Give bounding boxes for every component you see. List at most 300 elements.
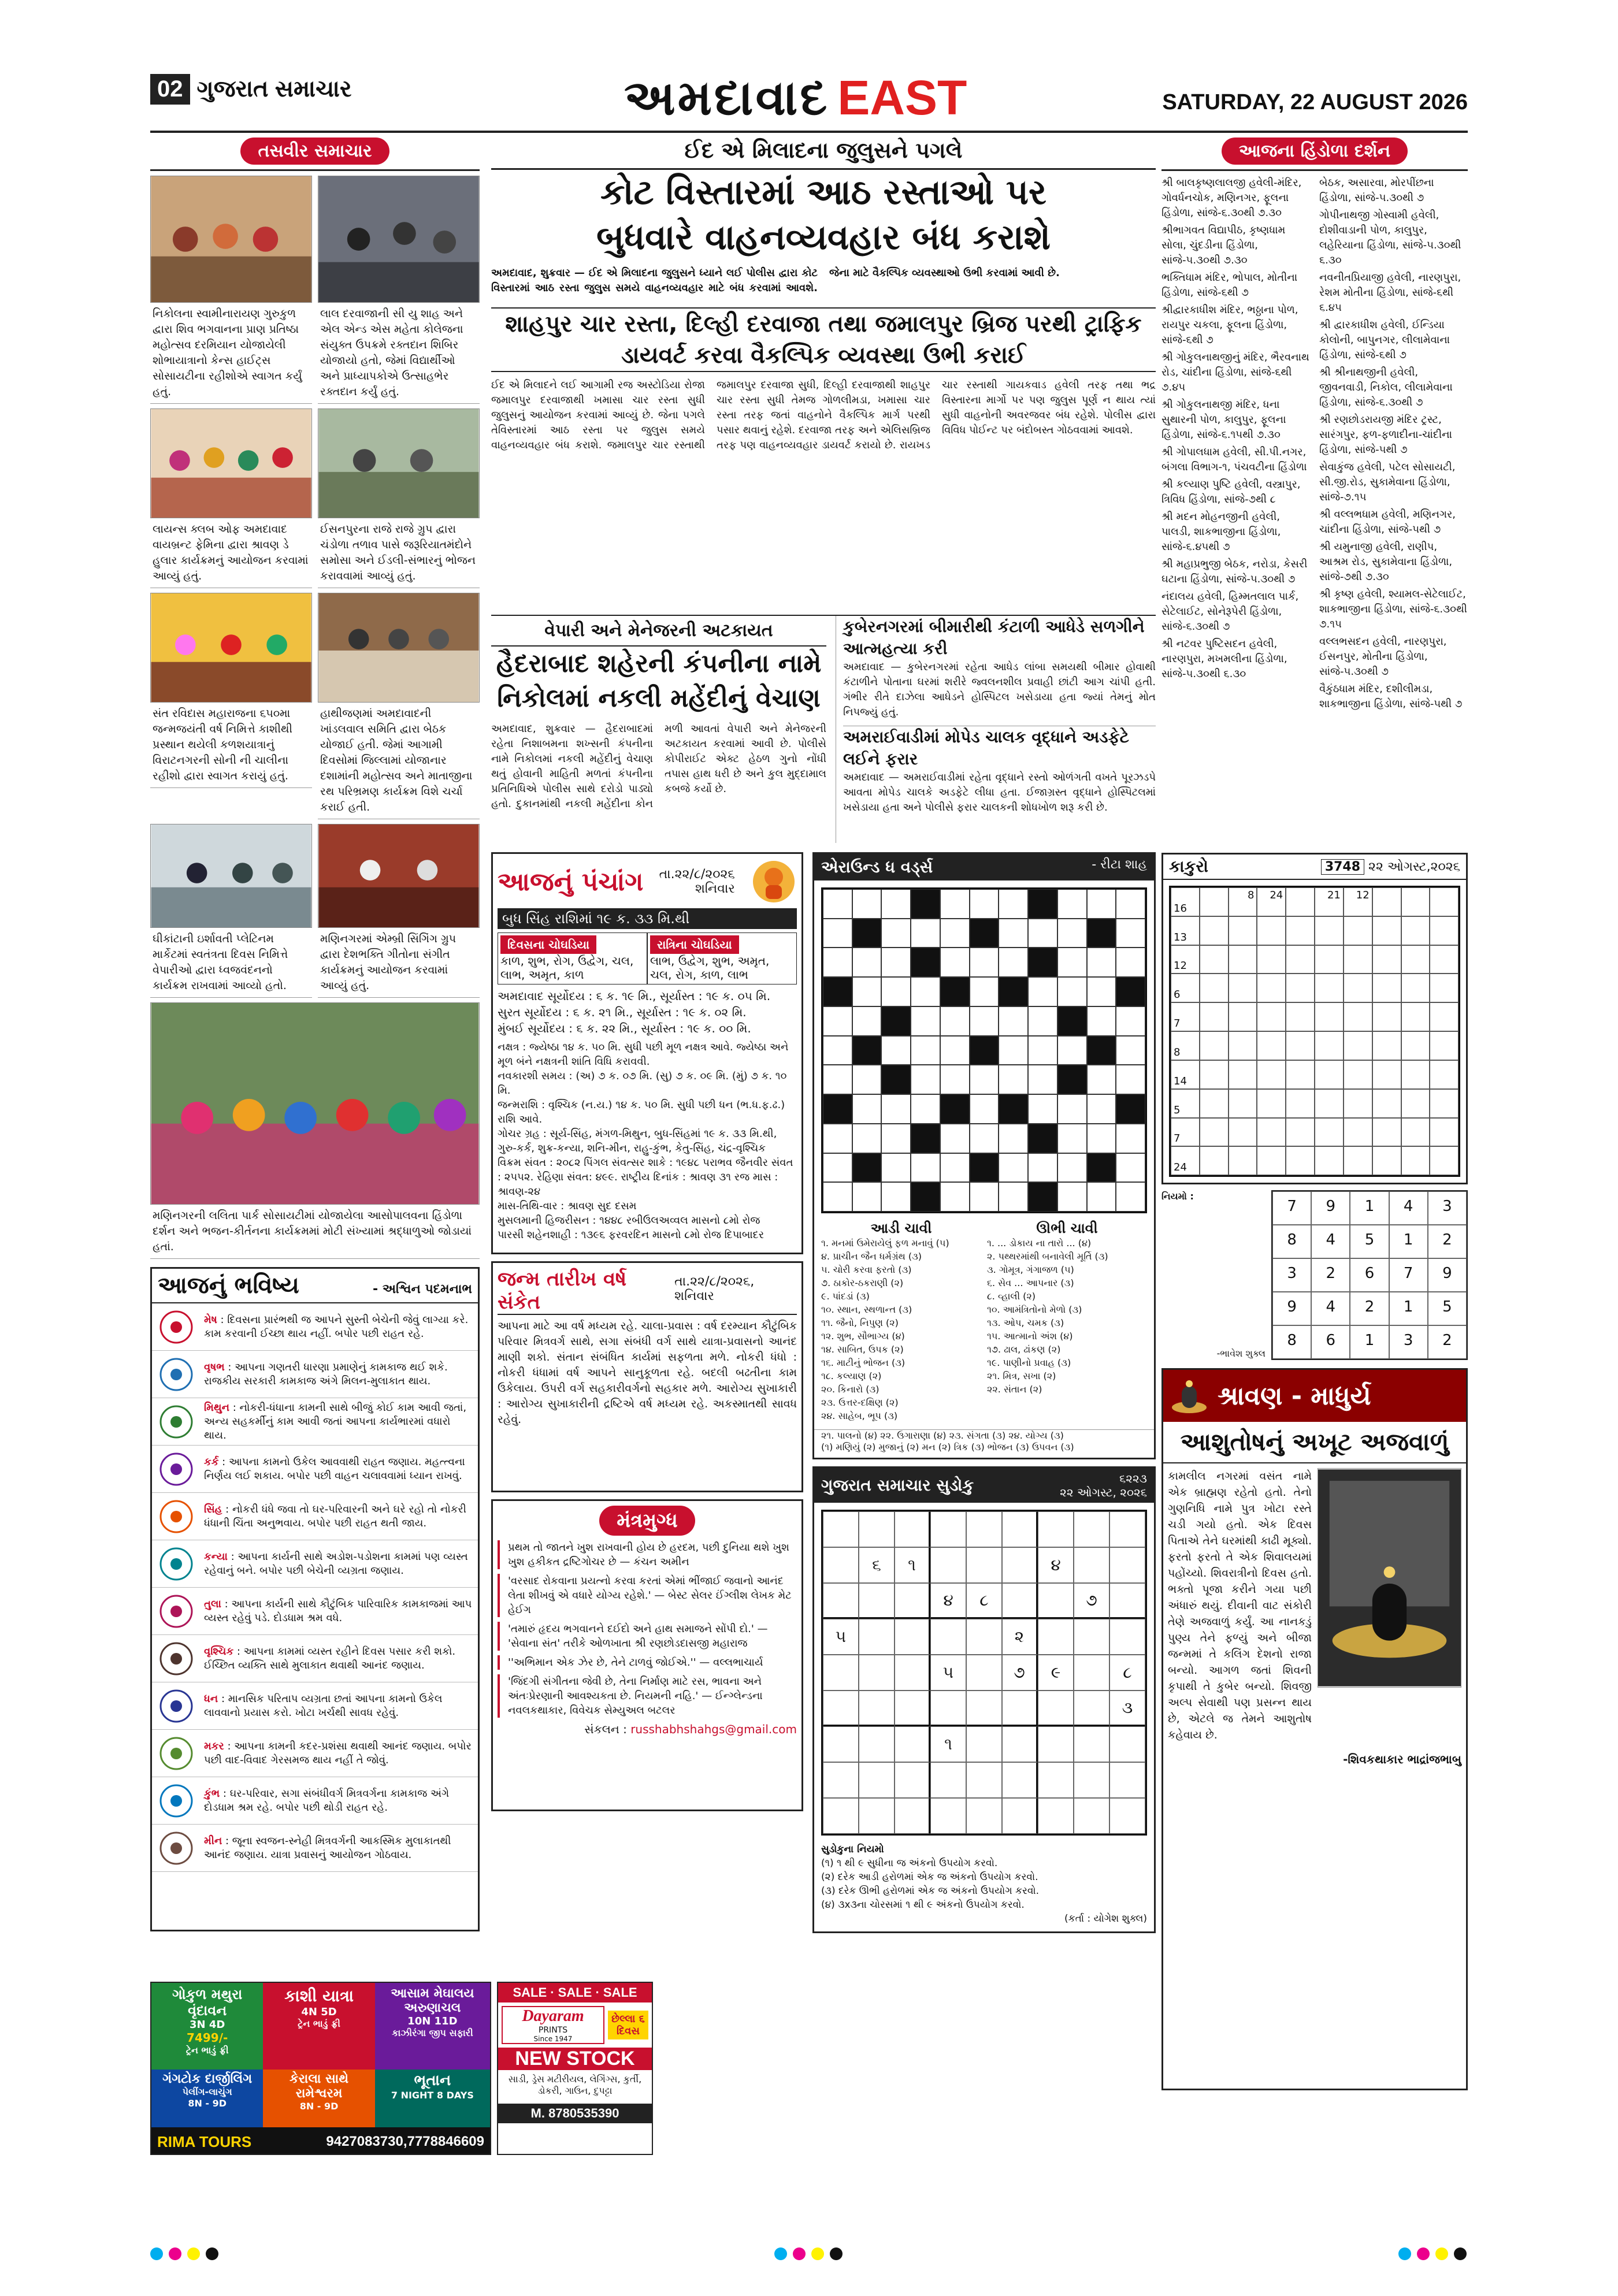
horoscope-box (150, 1267, 480, 1931)
news-photo (150, 824, 312, 928)
horoscope-text: કુંભ : ઘર-પરિવાર, સગા સંબંધીવર્ગ મિત્રવર્ગના કામકાજ અંગે દોડધામ શ્રમ રહે. બપોર પછી થોડી રાહત રહે. (204, 1787, 450, 1814)
sudoku-date: ૨૨ ઓગસ્ટ, ૨૦૨૬ (1060, 1485, 1147, 1500)
crossword-cell (1087, 948, 1116, 977)
kakuro-cell (1315, 1031, 1344, 1060)
horoscope-text: સિંહ : નોકરી ધંધે જવા તો ઘર-પરિવારની અને ઘરે રહો તો નોકરી ધંધાની ચિંતા અનુભવાય. બપોર પછી રાહત થતી જાય. (204, 1503, 466, 1529)
kakuro-cell (1171, 1031, 1200, 1060)
hindola-item: શ્રી ગોપાલધામ હવેલી, સી.પી.નગર, બંગલા વિભાગ-૧, પંચવટીના હિંડોળા (1161, 446, 1307, 473)
crossword-cell (1116, 1153, 1145, 1183)
sudoku-cell (966, 1547, 1002, 1583)
sudoku-cell (895, 1619, 930, 1655)
kakuro-cell (1430, 1089, 1459, 1118)
sudoku-cell (966, 1619, 1002, 1655)
across-clue: ૧૦. સ્થાન, સ્થળાન્ત (૩) (821, 1304, 912, 1316)
photo-caption: ઈસનપુરના રાજે રાજે ગ્રુપ દ્વારા ચંડોળા તળાવ પાસે જરૂરિયાતમંદોને સમોસા અને ઈડલી-સંભારનું ભોજન કરાવવામાં આવ્યું હતું. (318, 518, 480, 588)
sudoku-cell (895, 1583, 930, 1619)
crossword-cell (1057, 889, 1087, 919)
panchang-date: તા.૨૨/૮/૨૦૨૬ (659, 867, 735, 882)
sudoku-cell (1002, 1511, 1038, 1547)
crossword-cell (940, 919, 970, 948)
zodiac-sign-name: ધન (204, 1692, 218, 1705)
crossword-cell (999, 1124, 1028, 1153)
kakuro-cell (1315, 887, 1344, 916)
crossword-cell (852, 1094, 882, 1124)
news-photo (150, 408, 312, 518)
panchang-box (491, 852, 803, 1254)
rima-destination: ગોકુળ મથુરા વૃંદાવન (172, 1986, 243, 2019)
across-clue: ૯. પાંદડાં (૩) (821, 1291, 870, 1302)
kakuro-clue: 7 (1174, 1132, 1181, 1145)
kakuro-cell (1344, 916, 1372, 945)
kakuro-cell (1430, 1118, 1459, 1147)
crossword-cell (1028, 948, 1057, 977)
sudoku-cell (895, 1726, 930, 1762)
kakuro-cell (1401, 1031, 1430, 1060)
horoscope-author: - અશ્વિન પદમનાભ (373, 1282, 472, 1296)
rima-tours-phone[interactable]: 9427083730,7778846609 (326, 2134, 484, 2149)
across-clue: ૫. ચોરી કરવા ફરતો (૩) (821, 1264, 912, 1276)
sudoku-cell (823, 1798, 859, 1834)
kakuro-cell (1229, 1118, 1257, 1147)
magenta-mark (1417, 2247, 1430, 2260)
crossword-cell (1116, 1006, 1145, 1036)
sudoku-credit: (કર્તા : યોગેશ શુક્લ) (1064, 1913, 1147, 1925)
kakuro-cell (1200, 1002, 1229, 1031)
kakuro-cell (1229, 1089, 1257, 1118)
mantra-title: મંત્રમુગ્ધ (599, 1506, 695, 1536)
sudoku-cell (895, 1762, 930, 1798)
horoscope-row (152, 1493, 478, 1540)
kakuro-cell (1229, 974, 1257, 1002)
photo-caption: મણિનગરની લલિતા પાર્ક સોસાયટીમાં યોજાયેલા આસોપાલવના હિંડોળા દર્શન અને ભજન-કીર્તનના કાર્યક્રમમાં મોટી સંખ્યામાં શ્રદ્ધાળુઓ જોડાયાં હતાં. (150, 1205, 480, 1259)
crossword-cell (881, 948, 911, 977)
crossword-cell (999, 1094, 1028, 1124)
sudoku-cell (1109, 1619, 1145, 1655)
across-clue: ૪. પ્રાચીન જૈન ધર્મગ્રંથ (૩) (821, 1251, 922, 1262)
rima-destination: ભૂતાન (414, 2072, 451, 2089)
page-number-block (150, 74, 352, 105)
across-clue: ૧. મનમાં ઉમેરાયેલું ફળ મનાવું (૫) (821, 1238, 949, 1249)
zodiac-prediction: દિવસના પ્રારંભથી જ આપને સુસ્તી બેચેની જેવું લાગ્યા કરે. કામ કરવાની ઈચ્છા થાય નહીં. બપોર પછી રાહત રહે. (204, 1313, 469, 1340)
sudoku-cell: ૪ (1038, 1547, 1074, 1583)
down-clue: ૧૩. ઓપ, ચમક (૩) (987, 1317, 1064, 1329)
across-clue: ૧૪. સાબિત, ઉપક (૨) (821, 1344, 904, 1355)
crossword-cell (911, 919, 940, 948)
registration-marks (1398, 2247, 1467, 2260)
crossword-cell (940, 889, 970, 919)
sale-days: છેલ્લા ૬ દિવસ (608, 2011, 648, 2039)
zodiac-icon (152, 1447, 201, 1491)
crossword-cell (970, 1094, 999, 1124)
kakuro-cell (1229, 1031, 1257, 1060)
kakuro-cell (1257, 1002, 1286, 1031)
panchang-date-block (659, 867, 735, 896)
zodiac-prediction: માનસિક પરિતાપ વ્યગ્રતા છતાં આપના કામનો ઉકેલ લાવવાનો પ્રયાસ કરો. ખોટા ખર્ચથી સાવધ રહેવું. (204, 1692, 443, 1719)
horoscope-row (152, 1682, 478, 1730)
kakuro-solution-cell: 8 (1272, 1225, 1311, 1258)
lead-headline-line-1: કોટ વિસ્તારમાં આઠ રસ્તાઓ પર (600, 172, 1046, 213)
kakuro-cell (1401, 887, 1430, 916)
kakuro-cell (1344, 1089, 1372, 1118)
horoscope-text: વૃશ્ચિક : આપના કામમાં વ્યસ્ત રહીને દિવસ પસાર કરી શકો. ઈચ્છિત વ્યક્તિ સાથે મુલાકાત થવાથી આનંદ જણાય. (204, 1645, 456, 1671)
crossword-cell (1028, 1153, 1057, 1183)
kakuro-cell (1229, 887, 1257, 916)
crossword-cell (911, 1182, 940, 1212)
crossword-cell (1028, 1124, 1057, 1153)
crossword-cell (940, 1153, 970, 1183)
rima-tag: ટ્રેન ભાડું ફ્રી (185, 2045, 229, 2056)
kakuro-cell (1257, 1146, 1286, 1175)
horoscope-text: મિથુન : નોકરી-ધંધાના કામની સાથે બીજું કોઈ કામ આવી જતાં, અન્ય સહકર્મીનું કામ આવી જતાં આપના કાર્યભારમાં વધારો થાય. (204, 1401, 467, 1441)
sudoku-cell: ૫ (823, 1619, 859, 1655)
shravan-banner: શ્રાવણ - માધુર્ય (1218, 1381, 1371, 1411)
sudoku-cell (1002, 1798, 1038, 1834)
zodiac-icon (152, 1589, 201, 1633)
crossword-cell (911, 1153, 940, 1183)
sudoku-box (812, 1466, 1156, 1933)
crossword-cell (940, 977, 970, 1006)
crossword-cell (1116, 1065, 1145, 1094)
kakuro-solution-cell: 9 (1428, 1258, 1467, 1292)
crossword-cell (852, 948, 882, 977)
sudoku-cell (823, 1762, 859, 1798)
crossword-cell (1116, 889, 1145, 919)
kakuro-cell (1257, 974, 1286, 1002)
rima-nights: 8N - 9D (188, 2098, 227, 2109)
down-label: ઊભી ચાવી (1036, 1220, 1098, 1237)
hindola-item: શ્રી યમુનાજી હવેલી, રાણીપ, આશ્રમ રોડ, સુકામેવાના હિંડોળા, સાંજે-૭થી ૭.૩૦ (1319, 541, 1453, 583)
kakuro-solution-cell: 4 (1311, 1225, 1350, 1258)
sudoku-cell (1109, 1762, 1145, 1798)
crossword-cell (823, 1094, 852, 1124)
hindola-item: શ્રી ગોકુલનાથજી મંદિર, ધના સુથારની પોળ, કાલુપુર, ફૂલના હિંડોળા, સાંજે-૬.૧૫થી ૭.૩૦ (1161, 399, 1286, 441)
kakuro-date: ૨૨ ઓગસ્ટ,૨૦૨૬ (1368, 859, 1460, 874)
crossword-cell (1087, 1124, 1116, 1153)
kakuro-cell (1401, 1118, 1430, 1147)
horoscope-row (152, 1540, 478, 1588)
crossword-cell (881, 1065, 911, 1094)
sudoku-cell (859, 1511, 895, 1547)
kakuro-cell (1286, 1031, 1315, 1060)
kakuro-cell (1315, 945, 1344, 974)
rima-price: 7499/- (187, 2031, 228, 2045)
panchang-detail: ગોચર ગ્રહ : સૂર્ય-સિંહ, મંગળ-મિથુન, બુધ-સિંહમાં ૧૯ ક. ૩૩ મિ.થી, ગુરુ-કર્ક, શુક્ર-કન્યા, શનિ-મીન, રાહુ-કુંભ, કેતુ-સિંહ, ચંદ્ર-વૃશ્ચિક (498, 1128, 777, 1154)
kakuro-cell (1401, 1002, 1430, 1031)
sudoku-cell (823, 1511, 859, 1547)
kakuro-solution-cell: 1 (1389, 1225, 1428, 1258)
zodiac-prediction: આપના કામની કદર-પ્રશંસા થવાથી આનંદ જણાય. બપોર પછી વાદ-વિવાદ ગેરસમજ થાય નહીં તે જોવું. (204, 1740, 472, 1766)
dayaram-sale-ad[interactable] (497, 1982, 653, 2155)
sudoku-cell: ૨ (1002, 1619, 1038, 1655)
zodiac-sign-name: મેષ (204, 1313, 217, 1326)
sudoku-cell: ૭ (1002, 1655, 1038, 1691)
hindola-item: નંદાલય હવેલી, હિમ્મતલાલ પાર્ક, સેટેલાઈટ, સોનેરૂપેરી હિંડોળા, સાંજે-૬.૩૦થી ૭ (1161, 590, 1299, 633)
newspaper-brand: ગુજરાત સમાચાર (196, 76, 352, 102)
sudoku-cell (1038, 1583, 1074, 1619)
sudoku-cell: ૫ (930, 1655, 966, 1691)
kakuro-cell (1401, 945, 1430, 974)
kakuro-solution-label: નિયમો : (1161, 1191, 1194, 1202)
kakuro-solution-cell: 3 (1389, 1325, 1428, 1359)
kakuro-cell (1315, 916, 1344, 945)
sudoku-cell (1038, 1511, 1074, 1547)
right-column (1161, 133, 1468, 2090)
kakuro-cell (1200, 1118, 1229, 1147)
hindola-item: શ્રીદ્વારકાધીશ મંદિર, ભઠ્ઠાના પોળ, રાયપુર ચકલા, ફૂલના હિંડોળા, સાંજે-૬થી ૭ (1161, 304, 1298, 346)
across-clue: ૭. ઠાકોર-ઠકરાણી (૨) (821, 1277, 904, 1289)
sudoku-rule: (૨) દરેક આડી હરોળમાં એક જ અંકનો ઉપયોગ કરવો. (821, 1871, 1038, 1883)
kakuro-meta (1321, 860, 1460, 874)
sudoku-cell: ૮ (1109, 1655, 1145, 1691)
rima-tours-name: RIMA TOURS (157, 2132, 252, 2150)
crossword-cell (823, 977, 852, 1006)
rima-destination: કેરાલા સાથે રામેશ્વરમ (290, 2072, 349, 2101)
hindola-item: શ્રી કૃષ્ણ હવેલી, શ્યામલ-સેટેલાઈટ, શાકભાજીના હિંડોળા, સાંજે-૬.૩૦થી ૭.૧૫ (1319, 588, 1467, 630)
crossword-cell (970, 919, 999, 948)
kakuro-solution-credit: -ભાવેશ શુક્લ (1216, 1348, 1266, 1359)
crossword-cell (999, 1153, 1028, 1183)
kakuro-solution-cell: 2 (1428, 1225, 1467, 1258)
across-clue: ૧૧. જૈનો, નિપુણ (૨) (821, 1317, 899, 1329)
zodiac-prediction: નોકરી-ધંધાના કામની સાથે બીજું કોઈ કામ આવી જતાં, અન્ય સહકર્મીનું કામ આવી જતાં આપના કાર્યભારમાં વધારો થાય. (204, 1401, 467, 1441)
crossword-cell (852, 919, 882, 948)
sudoku-cell (1109, 1726, 1145, 1762)
lead-subhead: શાહપુર ચાર રસ્તા, દિલ્હી દરવાજા તથા જમાલપુર બ્રિજ પરથી ટ્રાફિક ડાયવર્ટ કરવા વૈકલ્પિક વ્યવસ્થા ઉભી કરાઈ (491, 307, 1156, 372)
birthday-date: તા.૨૨/૮/૨૦૨૬, શનિવાર (674, 1275, 755, 1303)
kakuro-solution-cell: 3 (1272, 1258, 1311, 1292)
zodiac-icon (152, 1353, 201, 1396)
crossword-cell (1087, 977, 1116, 1006)
crossword-cell (1087, 1094, 1116, 1124)
crossword-cell (823, 1153, 852, 1183)
zodiac-prediction: આપના ગણતરી ધારણા પ્રમાણેનું કામકાજ થઈ શકે. રાજકીય સરકારી કામકાજ અંગે મિલન-મુલાકાત થાય. (204, 1361, 448, 1387)
zodiac-prediction: આપના કામનો ઉકેલ આવવાથી રાહત જણાય. મહત્ત્વના નિર્ણય લઈ શકાય. બપોર પછી વાહન ચલાવવામાં ધ્યાન રાખવું. (204, 1455, 465, 1482)
crossword-cell (1116, 1182, 1145, 1212)
sale-phone[interactable]: M. 8780535390 (498, 2104, 652, 2123)
zodiac-icon (152, 1826, 201, 1870)
mantra-compiler-label: સંકલન : (584, 1722, 627, 1736)
rima-sub: પેલીંગ-લાચુંગ (182, 2086, 232, 2097)
down-clues (987, 1236, 1147, 1396)
crossword-cell (1116, 948, 1145, 977)
kakuro-cell (1171, 1060, 1200, 1089)
news-photo (318, 824, 480, 928)
horoscope-text: મકર : આપના કામની કદર-પ્રશંસા થવાથી આનંદ જણાય. બપોર પછી વાદ-વિવાદ ગેરસમજ થાય નહીં તે જોવું. (204, 1740, 472, 1766)
day-choghadiya-label: દિવસના ચોઘડિયા (500, 935, 596, 954)
third-headline: કુબેરનગરમાં બીમારીથી કંટાળી આધેડે સળગીને આત્મહત્યા કરી (843, 617, 1145, 658)
crossword-cell (1057, 977, 1087, 1006)
kakuro-cell (1200, 1089, 1229, 1118)
mantra-lines (498, 1540, 797, 1718)
sudoku-cell (930, 1762, 966, 1798)
sudoku-cell (1074, 1798, 1109, 1834)
horoscope-row (152, 1635, 478, 1682)
crossword-cell (823, 1036, 852, 1065)
zodiac-sign-name: વૃષભ (204, 1361, 225, 1373)
crossword-cell (999, 889, 1028, 919)
sudoku-cell (859, 1798, 895, 1834)
sudoku-cell: ૭ (1074, 1583, 1109, 1619)
kakuro-cell (1344, 945, 1372, 974)
hindola-item: શ્રી બાલકૃષ્ણલાલજી હવેલી-મંદિર, ગોવર્ધનચોક, મણિનગર, ફૂલના હિંડોળા, સાંજે-૬.૩૦થી ૭.૩૦ (1161, 177, 1302, 219)
kakuro-cell (1315, 974, 1344, 1002)
kakuro-clue: 12 (1174, 960, 1187, 972)
across-clue: ૧૬. માટીનું ભોજન (૩) (821, 1357, 906, 1369)
crossword-cell (940, 1006, 970, 1036)
horoscope-row (152, 1303, 478, 1351)
zodiac-prediction: નોકરી ધંધે જવા તો ઘર-પરિવારની અને ઘરે રહો તો નોકરી ધંધાની ચિંતા અનુભવાય. બપોર પછી રાહત થતી જાય. (204, 1503, 466, 1529)
sudoku-cell (966, 1726, 1002, 1762)
crossword-cell (1057, 1182, 1087, 1212)
sudoku-cell (895, 1655, 930, 1691)
cyan-mark (774, 2247, 787, 2260)
crossword-cell (1116, 919, 1145, 948)
sudoku-cell (930, 1619, 966, 1655)
horoscope-text: કર્ક : આપના કામનો ઉકેલ આવવાથી રાહત જણાય. મહત્ત્વના નિર્ણય લઈ શકાય. બપોર પછી વાહન ચલાવવામાં ધ્યાન રાખવું. (204, 1455, 465, 1482)
crossword-cell (1087, 1153, 1116, 1183)
crossword-cell (999, 919, 1028, 948)
down-clue: ૨૨. સંતાન (૨) (987, 1384, 1042, 1395)
rima-tours-ad[interactable] (150, 1982, 491, 2155)
kakuro-cell (1171, 1146, 1200, 1175)
crossword-cell (911, 1036, 940, 1065)
crossword-cell (911, 1006, 940, 1036)
sudoku-cell: ૧ (895, 1547, 930, 1583)
crossword-cell (940, 1065, 970, 1094)
sudoku-cell (1038, 1762, 1074, 1798)
panchang-details (498, 1040, 797, 1248)
panchang-detail: પારસી શહેનશાહી : ૧૩૯૬ ફરવરદિન માસનો ૮મો રોજ દિપાબાદર (498, 1229, 765, 1241)
kakuro-cell (1200, 1060, 1229, 1089)
kakuro-cell (1344, 974, 1372, 1002)
kakuro-cell (1229, 1146, 1257, 1175)
crossword-cell (1057, 1065, 1087, 1094)
across-label: આડી ચાવી (870, 1220, 932, 1237)
across-clue: ૨૦. કિનારો (૩) (821, 1384, 879, 1395)
fourth-body: અમદાવાદ — અમરાઈવાડીમાં રહેતા વૃદ્ધાને રસ્તો ઓળંગતી વખતે પૂરઝડપે આવતા મોપેડ ચાલકે અડફેટે લીધા હતા. ઈજાગ્રસ્ત વૃદ્ધાને હોસ્પિટલમાં ખસેડાયા હતા અને પોલીસે ફરાર ચાલકની શોધખોળ શરૂ કરી છે. (843, 771, 1156, 813)
panchang-title: આજનું પંચાંગ (498, 867, 644, 897)
down-clue: ૩. ગોમૂત્ર, ગંગાજળ (૫) (987, 1264, 1074, 1276)
kakuro-cell (1430, 945, 1459, 974)
mantra-line: 'વરસાદ રોકવાના પ્રયત્નો કરવા કરતાં એમાં ભીંજાઈ જવાનો આનંદ લેતા શીખવું એ વધારે યોગ્ય રહેશે.' — બેસ્ટ સેલર ઈંગ્લીશ લેખક મેટ હેઈગ (498, 1574, 797, 1617)
crossword-cell (970, 889, 999, 919)
horoscope-text: તુલા : આપના કાર્યની સાથે કૌટુંબિક પારિવારિક કામકાજમાં આપ વ્યસ્ત રહેવું પડે. દોડધામ શ્રમ વધે. (204, 1597, 472, 1624)
kakuro-solution-cell: 4 (1311, 1292, 1350, 1325)
kakuro-cell (1430, 1031, 1459, 1060)
zodiac-icon (152, 1495, 201, 1539)
zodiac-icon (152, 1684, 201, 1728)
crossword-cell (1028, 1006, 1057, 1036)
hindola-label: આજના હિંડોળા દર્શન (1222, 138, 1408, 165)
crossword-cell (1028, 1094, 1057, 1124)
crossword-cell (823, 1065, 852, 1094)
kakuro-solution-grid (1271, 1190, 1468, 1360)
hindola-item: શ્રી મદન મોહનજીની હવેલી, પાલડી, શાકભાજીના હિંડોળા, સાંજે-૬.૪૫થી ૭ (1161, 511, 1281, 553)
sudoku-rule: (૩) દરેક ઊભી હરોળમાં એક જ અંકનો ઉપયોગ કરવો. (821, 1885, 1040, 1897)
kakuro-clue: 12 (1356, 889, 1370, 901)
shivling-icon (1169, 1376, 1209, 1416)
zodiac-sign-name: મકર (204, 1740, 224, 1752)
hindola-list (1161, 171, 1468, 847)
sunrise-ahmedabad: અમદાવાદ સૂર્યોદય : ૬ ક. ૧૯ મિ., સૂર્યાસ્ત : ૧૯ ક. ૦૫ મિ. (498, 989, 771, 1003)
sudoku-cell (823, 1655, 859, 1691)
crossword-cell (852, 1006, 882, 1036)
horoscope-row (152, 1825, 478, 1872)
down-clue: ૧. ... ડોકાય ના તારો ... (૪) (987, 1238, 1092, 1249)
crossword-cell (1116, 1094, 1145, 1124)
crossword-cell (1057, 1153, 1087, 1183)
kakuro-solution-cell: 5 (1428, 1292, 1467, 1325)
down-clue: ૮. વ્હાલી (૨) (987, 1291, 1036, 1302)
rima-nights: 10N 11D (407, 2015, 458, 2027)
sale-description: સાડી, ડ્રેસ મટીરીયલ, લેગિંગ્સ, કુર્તી, ડોકરી, ગાઉન, દુપટ્ટા (508, 2074, 642, 2096)
sudoku-cell (823, 1583, 859, 1619)
panchang-detail: વિક્રમ સંવત : ૨૦૮૨ પિંગલ સંવત્સર શાકે : ૧૯૪૮ પરાભવ જૈનવીર સંવત : ૨૫૫૨. રેહિણા સંવત: ૪૯૯. રાષ્ટ્રીય દિનાંક : શ્રાવણ ૩૧ રજ માસ : શ્રાવણ-૨૪ (498, 1157, 793, 1198)
yellow-mark (1435, 2247, 1448, 2260)
magenta-mark (169, 2247, 181, 2260)
sudoku-cell (966, 1762, 1002, 1798)
sudoku-cell (1002, 1691, 1038, 1726)
crossword-cell (1028, 977, 1057, 1006)
zodiac-prediction: ઘર-પરિવાર, સગા સંબંધીવર્ગ મિત્રવર્ગના કામકાજ અંગે દોડધામ શ્રમ રહે. બપોર પછી થોડી રાહત રહે. (204, 1787, 450, 1814)
kakuro-cell (1257, 916, 1286, 945)
crossword-box (812, 852, 1156, 1459)
photo-caption: હાથીજણમાં અમદાવાદની ખાંડલવાલ સમિતિ દ્વારા બેઠક યોજાઈ હતી. જેમાં આગામી દિવસોમાં જિલ્લામાં યોજાનાર દશામાંની મહોત્સવ અને માતાજીના રથ પરિભ્રમણ કાર્યક્રમ વિશે ચર્ચા કરાઈ હતી. (318, 703, 480, 819)
crossword-cell (970, 1065, 999, 1094)
lead-intro: અમદાવાદ, શુક્રવાર — ઈદ એ મિલાદના જુલુસને ધ્યાને લઈ પોલીસ દ્વારા કોટ વિસ્તારમાં આઠ રસ્તા જુલુસ સમયે વાહનવ્યવહાર માટે બંધ કરવામાં આવશે. જેના માટે વૈકલ્પિક વ્યવસ્થાઓ ઉભી કરવામાં આવી છે. (491, 267, 1060, 294)
sudoku-cell (1038, 1691, 1074, 1726)
mantra-line: 'તમારું હૃદય ભગવાનને દઈદો અને હાથ સમાજને સોંપી દો.' — 'સેવાના સંત' તરીકે ઓળખાતા શ્રી રણછોડદાસજી મહારાજ (498, 1622, 797, 1651)
sudoku-cell (1074, 1762, 1109, 1798)
down-clue: ૧૫. આત્માનો અંશ (૪) (987, 1331, 1073, 1342)
kakuro-cell (1372, 1146, 1401, 1175)
kakuro-cell (1286, 1089, 1315, 1118)
crossword-cell (1028, 1036, 1057, 1065)
hindola-item: ગોપીનાથજી ગોસ્વામી હવેલી, દોશીવાડાની પોળ, કાલુપુર, લહેરિયાના હિંડોળા, સાંજે-૫.૩૦થી ૬.૩૦ (1319, 209, 1461, 266)
sudoku-cell (966, 1798, 1002, 1834)
sudoku-cell (895, 1511, 930, 1547)
news-photo (150, 176, 312, 303)
registration-marks (150, 2247, 218, 2260)
sale-headline: NEW STOCK (498, 2048, 652, 2070)
crossword-cell (1028, 889, 1057, 919)
sudoku-brand: ગુજરાત સમાચાર (821, 1476, 931, 1495)
sudoku-cell (1109, 1511, 1145, 1547)
photo-caption: નિકોલના સ્વામીનારાયણ ગુરુકુળ દ્વારા શિવ ભગવાનના પ્રાણ પ્રતિષ્ઠા મહોત્સવ દરમિયાન યોજાયેલી શોભાયાત્રાનો કેન્સ હાઈટ્સ સોસાયટીના રહીશોએ સ્વાગત કર્યું હતું. (150, 303, 312, 404)
kakuro-cell (1286, 1060, 1315, 1089)
crossword-cell (970, 1006, 999, 1036)
sudoku-cell (930, 1691, 966, 1726)
crossword-cell (1087, 919, 1116, 948)
kakuro-cell (1372, 945, 1401, 974)
crossword-cell (1028, 1065, 1057, 1094)
black-mark (830, 2247, 843, 2260)
photo-caption: સંત રવિદાસ મહારાજના ૬૫૦મા જન્મજયંતી વર્ષ નિમિત્તે કાશીથી પ્રસ્થાન થયેલી કળશયાત્રાનું વિરાટનગરની સોની ની ચાલીના રહીશો દ્વારા સ્વાગત કરાયું હતું. (150, 703, 312, 788)
sudoku-cell (1002, 1726, 1038, 1762)
sudoku-cell (930, 1547, 966, 1583)
kakuro-solution-cell: 7 (1389, 1258, 1428, 1292)
kakuro-cell (1229, 1002, 1257, 1031)
rima-nights: 4N 5D (301, 2006, 337, 2018)
news-photo (150, 593, 312, 703)
lead-kicker: ઈદ એ મિલાદના જુલુસને પગલે (491, 133, 1156, 170)
crossword-cell (881, 1182, 911, 1212)
sudoku-cell (966, 1655, 1002, 1691)
kakuro-cell (1344, 1031, 1372, 1060)
crossword-cell (940, 1124, 970, 1153)
kakuro-cell (1200, 887, 1229, 916)
zodiac-icon (152, 1400, 201, 1444)
